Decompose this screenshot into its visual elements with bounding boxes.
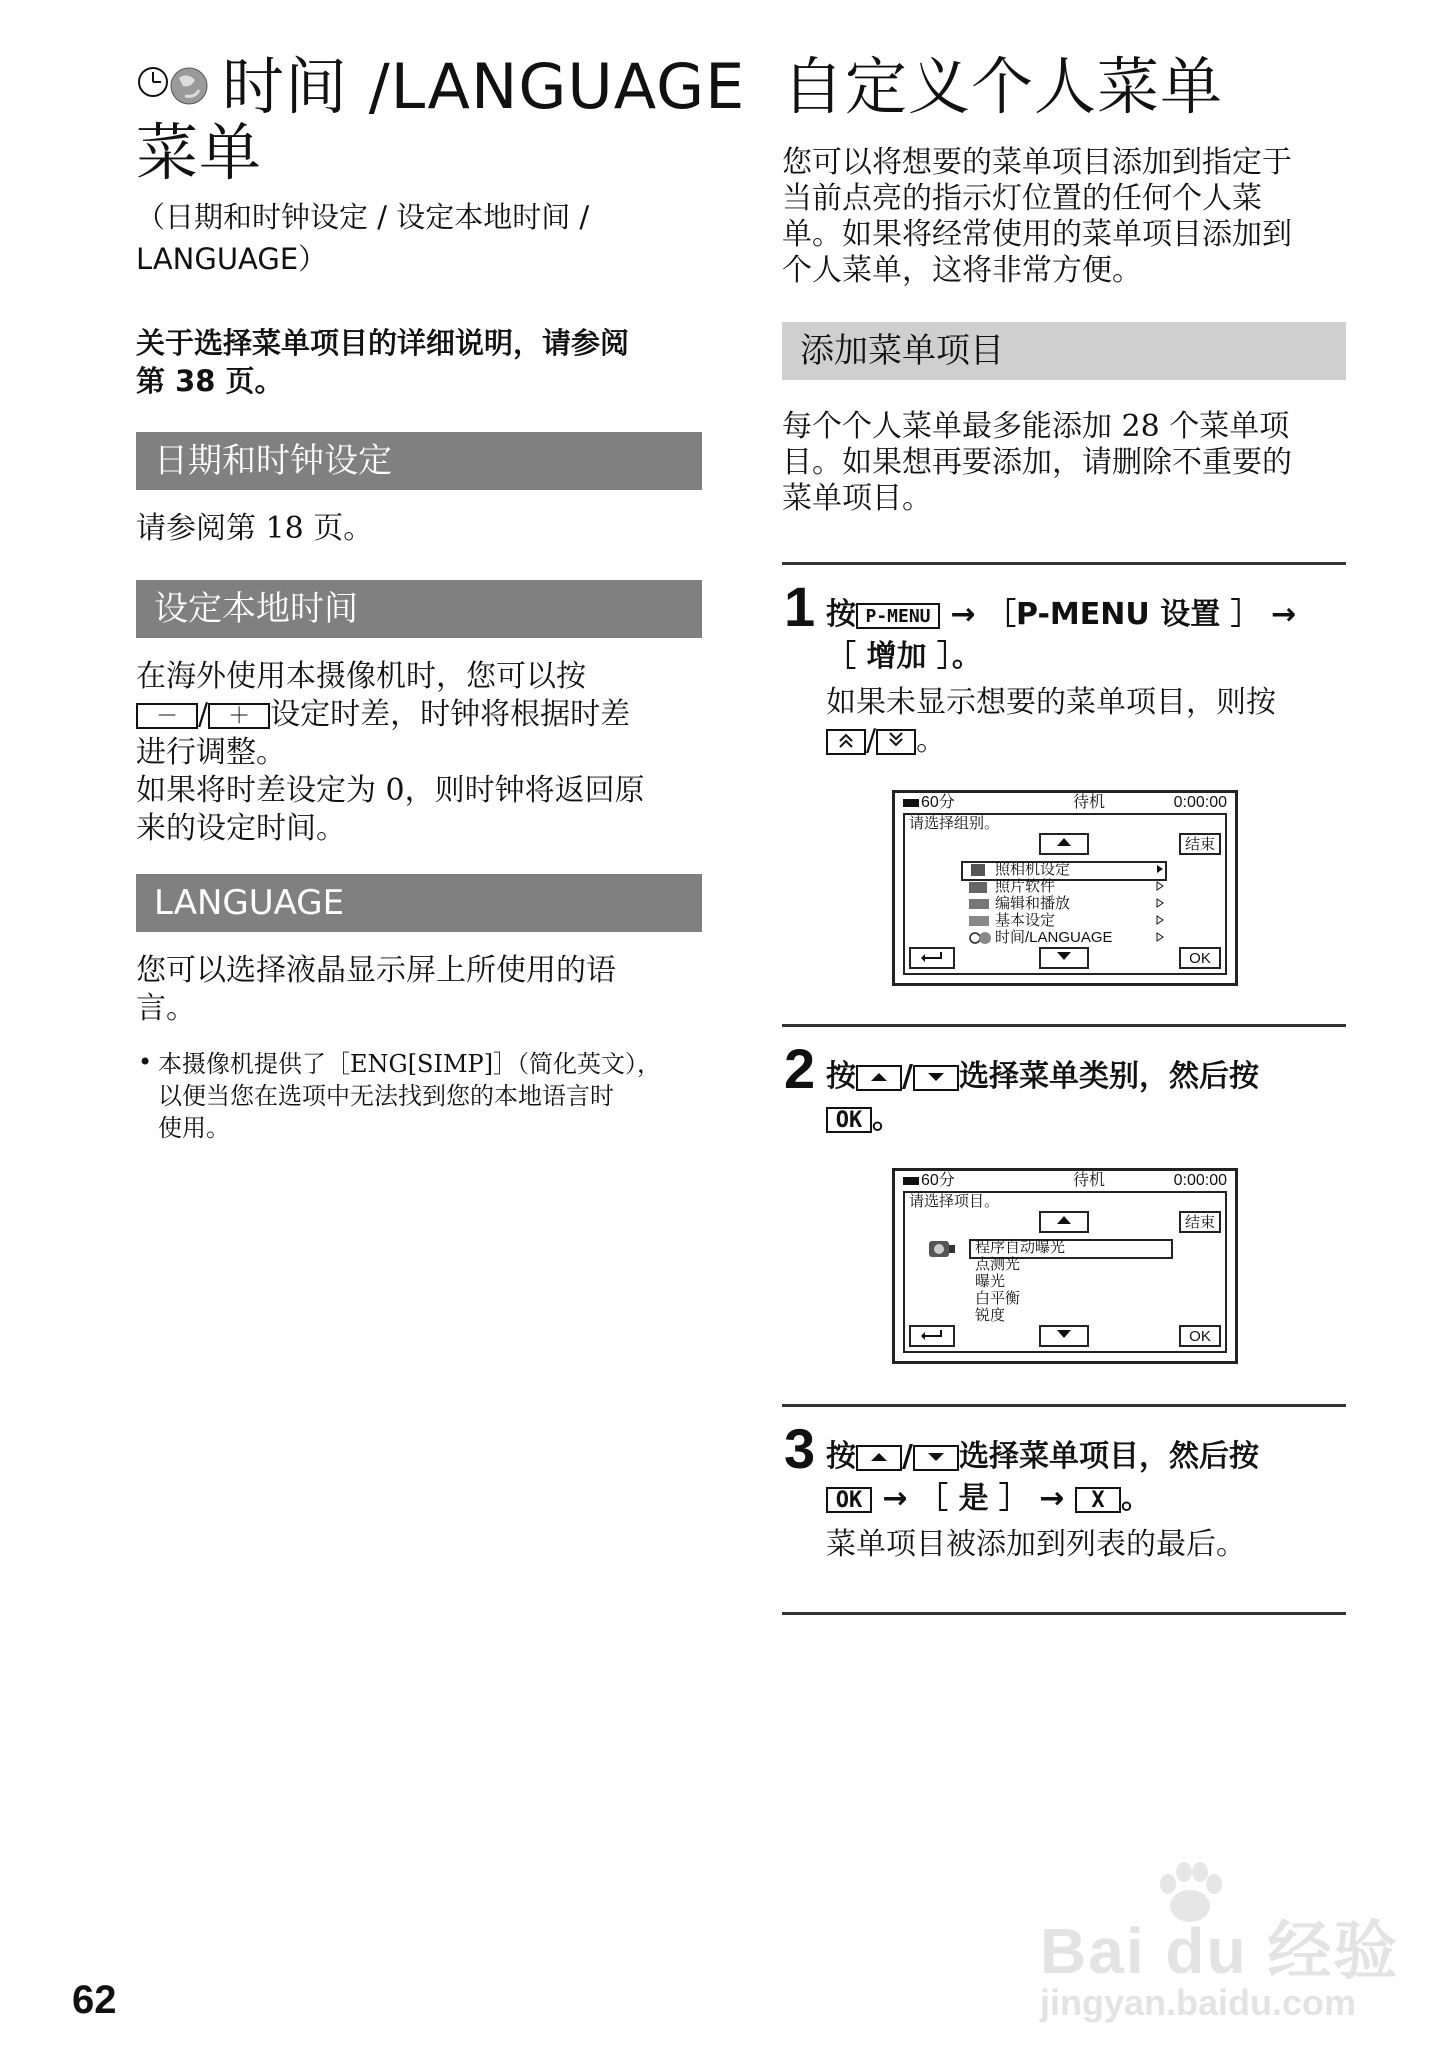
screen-body	[903, 813, 1227, 975]
triangle-down-icon	[924, 1449, 948, 1465]
language-line2: 言。	[136, 991, 196, 1026]
screen-status-bar	[903, 1171, 1227, 1191]
add-items-line1: 每个个人菜单最多能添加 28 个菜单项	[782, 409, 1290, 444]
ok-button[interactable]: OK	[826, 1487, 872, 1513]
right-intro-line4: 个人菜单，这将非常方便。	[782, 253, 1142, 288]
local-time-line4: 如果将时差设定为 0，则时钟将返回原	[136, 773, 645, 808]
screen-item-photo[interactable]: 照片软件	[995, 878, 1056, 895]
triangle-up-icon	[1054, 1213, 1074, 1227]
screen-up-button[interactable]	[1039, 833, 1089, 855]
down-button[interactable]	[913, 1065, 959, 1091]
local-time-line1: 在海外使用本摄像机时，您可以按	[136, 659, 586, 694]
screen-down-button[interactable]	[1039, 947, 1089, 969]
step3-note: 菜单项目被添加到列表的最后。	[826, 1527, 1246, 1562]
submenu-arrows	[1155, 863, 1167, 947]
triangle-down-icon	[1054, 1327, 1074, 1341]
divider	[782, 1612, 1346, 1615]
divider	[782, 562, 1346, 565]
screen-prompt: 请选择组别。	[909, 815, 1000, 832]
close-button[interactable]: X	[1075, 1487, 1121, 1513]
screen-ok-button[interactable]: OK	[1179, 1325, 1221, 1347]
up-button[interactable]	[856, 1445, 902, 1471]
step3-slash: /	[902, 1439, 913, 1474]
battery-time: 60分	[921, 794, 955, 811]
step2-slash: /	[902, 1059, 913, 1094]
plus-button[interactable]: ＋	[208, 703, 270, 729]
step1-press: 按	[826, 597, 856, 632]
step3-mid: → ［ 是 ］ →	[872, 1481, 1075, 1516]
triangle-down-icon	[1054, 949, 1074, 963]
return-icon	[919, 1327, 945, 1341]
step1-rest: → ［P-MENU 设置 ］ →	[940, 597, 1297, 632]
lcd-screen-group	[892, 790, 1238, 986]
step2-press: 按	[826, 1059, 856, 1094]
note-line1: 本摄像机提供了［ENG[SIMP]］（简化英文），	[158, 1050, 662, 1078]
lcd-screen-item	[892, 1168, 1238, 1364]
left-subtitle-line1: （日期和时钟设定 / 设定本地时间 /	[136, 200, 590, 234]
left-intro-line2: 第 38 页。	[136, 364, 284, 398]
step3-number: 3	[784, 1417, 816, 1480]
step3-end: 。	[1120, 1481, 1151, 1516]
step3-line1	[826, 1436, 1259, 1478]
minus-button[interactable]: －	[136, 703, 198, 729]
section-date-clock-text: 请参阅第 18 页。	[136, 511, 374, 546]
left-subtitle-line2: LANGUAGE）	[136, 242, 328, 276]
page-number: 62	[72, 1978, 117, 2022]
battery-time: 60分	[921, 1172, 955, 1189]
clock-globe-icon	[135, 62, 215, 106]
step2-number: 2	[784, 1037, 816, 1100]
screen-item-spot-meter[interactable]: 点测光	[975, 1256, 1021, 1273]
step1-number: 1	[784, 575, 816, 638]
local-time-line3: 进行调整。	[136, 735, 286, 770]
return-icon	[919, 949, 945, 963]
add-items-heading: 添加菜单项目	[782, 322, 1346, 380]
step3-rest: 选择菜单项目，然后按	[958, 1439, 1259, 1474]
triangle-up-icon	[1054, 835, 1074, 849]
triangle-down-icon	[924, 1069, 948, 1085]
screen-status-bar	[903, 793, 1227, 813]
screen-end-button[interactable]: 结束	[1179, 1211, 1221, 1233]
left-title-line1: 时间 /LANGUAGE	[222, 50, 746, 123]
note-line2: 以便当您在选项中无法找到您的本地语言时	[158, 1082, 614, 1110]
up-button[interactable]	[856, 1065, 902, 1091]
slash: /	[198, 697, 209, 732]
step2-line2	[826, 1098, 902, 1140]
screen-down-button[interactable]	[1039, 1325, 1089, 1347]
battery-icon	[903, 1177, 919, 1185]
step2-line1	[826, 1056, 1259, 1098]
section-date-clock-heading: 日期和时钟设定	[136, 432, 702, 490]
section-local-time-heading: 设定本地时间	[136, 580, 702, 638]
screen-item-sharpness[interactable]: 锐度	[975, 1307, 1006, 1324]
screen-item-time-language[interactable]: 时间/LANGUAGE	[995, 929, 1113, 946]
watermark-brand: Bai du 经验	[1040, 1915, 1400, 1987]
step1-line2: ［ 增加 ］。	[826, 639, 982, 674]
screen-prompt: 请选择项目。	[909, 1193, 1000, 1210]
step3-line2	[826, 1478, 1151, 1520]
screen-end-button[interactable]: 结束	[1179, 833, 1221, 855]
screen-item-edit-play[interactable]: 编辑和播放	[995, 895, 1071, 912]
right-intro-line2: 当前点亮的指示灯位置的任何个人菜	[782, 181, 1262, 216]
step1-line1	[826, 594, 1296, 636]
scroll-up-button[interactable]	[826, 729, 866, 755]
pmenu-button[interactable]: P-MENU	[856, 603, 940, 629]
right-title: 自定义个人菜单	[782, 50, 1224, 123]
add-items-line2: 目。如果想再要添加，请删除不重要的	[782, 445, 1292, 480]
double-chevron-up-icon	[836, 731, 856, 749]
screen-back-button[interactable]	[909, 1325, 955, 1347]
language-line1: 您可以选择液晶显示屏上所使用的语	[136, 953, 616, 988]
title-icons	[135, 62, 215, 110]
mode-label: 待机	[1073, 1172, 1106, 1189]
step1-note1: 如果未显示想要的菜单项目，则按	[826, 685, 1276, 720]
local-time-line2-text: 设定时差，时钟将根据时差	[270, 697, 631, 732]
down-button[interactable]	[913, 1445, 959, 1471]
screen-body	[903, 1191, 1227, 1353]
double-chevron-down-icon	[886, 731, 906, 749]
screen-up-button[interactable]	[1039, 1211, 1089, 1233]
right-intro-line3: 单。如果将经常使用的菜单项目添加到	[782, 217, 1292, 252]
category-icons	[967, 862, 993, 946]
mode-label: 待机	[1073, 794, 1106, 811]
note-bullet: •	[138, 1048, 153, 1076]
screen-item-exposure[interactable]: 曝光	[975, 1273, 1006, 1290]
left-intro-line1: 关于选择菜单项目的详细说明，请参阅	[136, 326, 630, 360]
timecode: 0:00:00	[1173, 794, 1227, 811]
local-time-line5: 来的设定时间。	[136, 811, 346, 846]
section-language-heading: LANGUAGE	[136, 874, 702, 932]
add-items-line3: 菜单项目。	[782, 481, 932, 516]
screen-item-white-balance[interactable]: 白平衡	[975, 1290, 1021, 1307]
divider	[782, 1024, 1346, 1027]
timecode: 0:00:00	[1173, 1172, 1227, 1189]
divider	[782, 1404, 1346, 1407]
scroll-down-button[interactable]	[876, 729, 916, 755]
triangle-up-icon	[867, 1069, 891, 1085]
right-intro-line1: 您可以将想要的菜单项目添加到指定于	[782, 145, 1292, 180]
ok-button[interactable]: OK	[826, 1107, 872, 1133]
step2-rest: 选择菜单类别，然后按	[958, 1059, 1259, 1094]
screen-back-button[interactable]	[909, 947, 955, 969]
screen-ok-button[interactable]: OK	[1179, 947, 1221, 969]
step1-note2-end: 。	[916, 723, 947, 758]
step3-press: 按	[826, 1439, 856, 1474]
local-time-line2	[136, 696, 630, 734]
watermark-url: jingyan.baidu.com	[1040, 1982, 1357, 2023]
screen-item-program-ae[interactable]: 程序自动曝光	[975, 1239, 1066, 1256]
camera-icon	[927, 1237, 957, 1261]
screen-item-camera[interactable]: 照相机设定	[995, 861, 1071, 878]
battery-icon	[903, 799, 919, 807]
step1-note2: / 。	[826, 722, 946, 760]
left-title-line2: 菜单	[136, 116, 263, 189]
step2-end: 。	[872, 1101, 902, 1136]
triangle-up-icon	[867, 1449, 891, 1465]
note-line3: 使用。	[158, 1114, 230, 1142]
screen-item-basic[interactable]: 基本设定	[995, 912, 1056, 929]
